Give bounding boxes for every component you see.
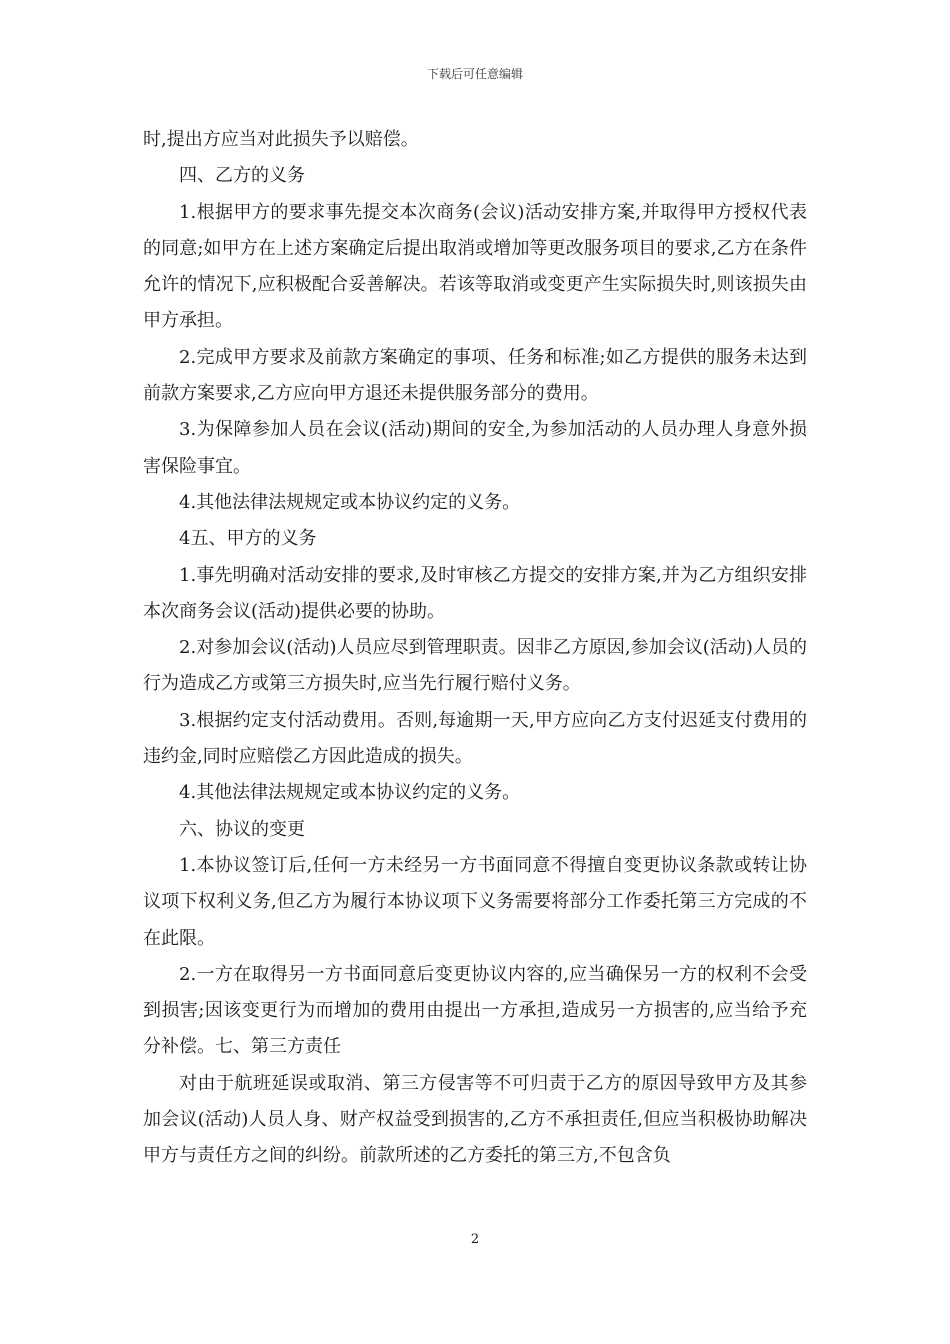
document-body [143,122,807,1175]
page-number: 2 [470,1232,480,1247]
paragraph-12: 对由于航班延误或取消、第三方侵害等不可归责于乙方的原因导致甲方及其参加会议(活动)人员人身、财产权益受到损害的,乙方不承担责任,但应当积极协助解决甲方与责任方之间的纠纷。前款所述的乙方委托的第三方,不包含负 [143,1072,807,1167]
paragraph-9: 4.其他法律法规规定或本协议约定的义务。 [179,782,521,804]
paragraph-10: 1.本协议签订后,任何一方未经另一方书面同意不得擅自变更协议条款或转让协议项下权利义务,但乙方为履行本协议项下义务需要将部分工作委托第三方完成的不在此限。 [143,854,807,949]
paragraph-8: 3.根据约定支付活动费用。否则,每逾期一天,甲方应向乙方支付迟延支付费用的违约金,同时应赔偿乙方因此造成的损失。 [143,709,807,768]
paragraph-5: 4.其他法律法规规定或本协议约定的义务。 [179,491,521,513]
paragraph-4: 3.为保障参加人员在会议(活动)期间的安全,为参加活动的人员办理人身意外损害保险事宜。 [143,419,807,477]
section-heading-4: 四、乙方的义务 [179,165,305,187]
page-header: 下载后可任意编辑 [426,67,523,81]
paragraph-3: 2.完成甲方要求及前款方案确定的事项、任务和标准;如乙方提供的服务未达到前款方案要求,乙方应向甲方退还未提供服务部分的费用。 [143,346,807,405]
paragraph-6: 1.事先明确对活动安排的要求,及时审核乙方提交的安排方案,并为乙方组织安排本次商务会议(活动)提供必要的协助。 [143,564,807,622]
paragraph-7: 2.对参加会议(活动)人员应尽到管理职责。因非乙方原因,参加会议(活动)人员的行为造成乙方或第三方损失时,应当先行履行赔付义务。 [143,637,807,695]
paragraph-11: 2.一方在取得另一方书面同意后变更协议内容的,应当确保另一方的权利不会受到损害;因该变更行为而增加的费用由提出一方承担,造成另一方损害的,应当给予充分补偿。七、第三方责任 [143,963,807,1058]
section-heading-5: 4五、甲方的义务 [179,528,317,550]
section-heading-6: 六、协议的变更 [179,818,305,840]
paragraph-1: 时,提出方应当对此损失予以赔偿。 [143,129,419,150]
paragraph-2: 1.根据甲方的要求事先提交本次商务(会议)活动安排方案,并取得甲方授权代表的同意;如甲方在上述方案确定后提出取消或增加等更改服务项目的要求,乙方在条件允许的情况下,应积极配合妥善解决。若该等取消或变更产生实际损失时,则该损失由甲方承担。 [143,201,807,332]
